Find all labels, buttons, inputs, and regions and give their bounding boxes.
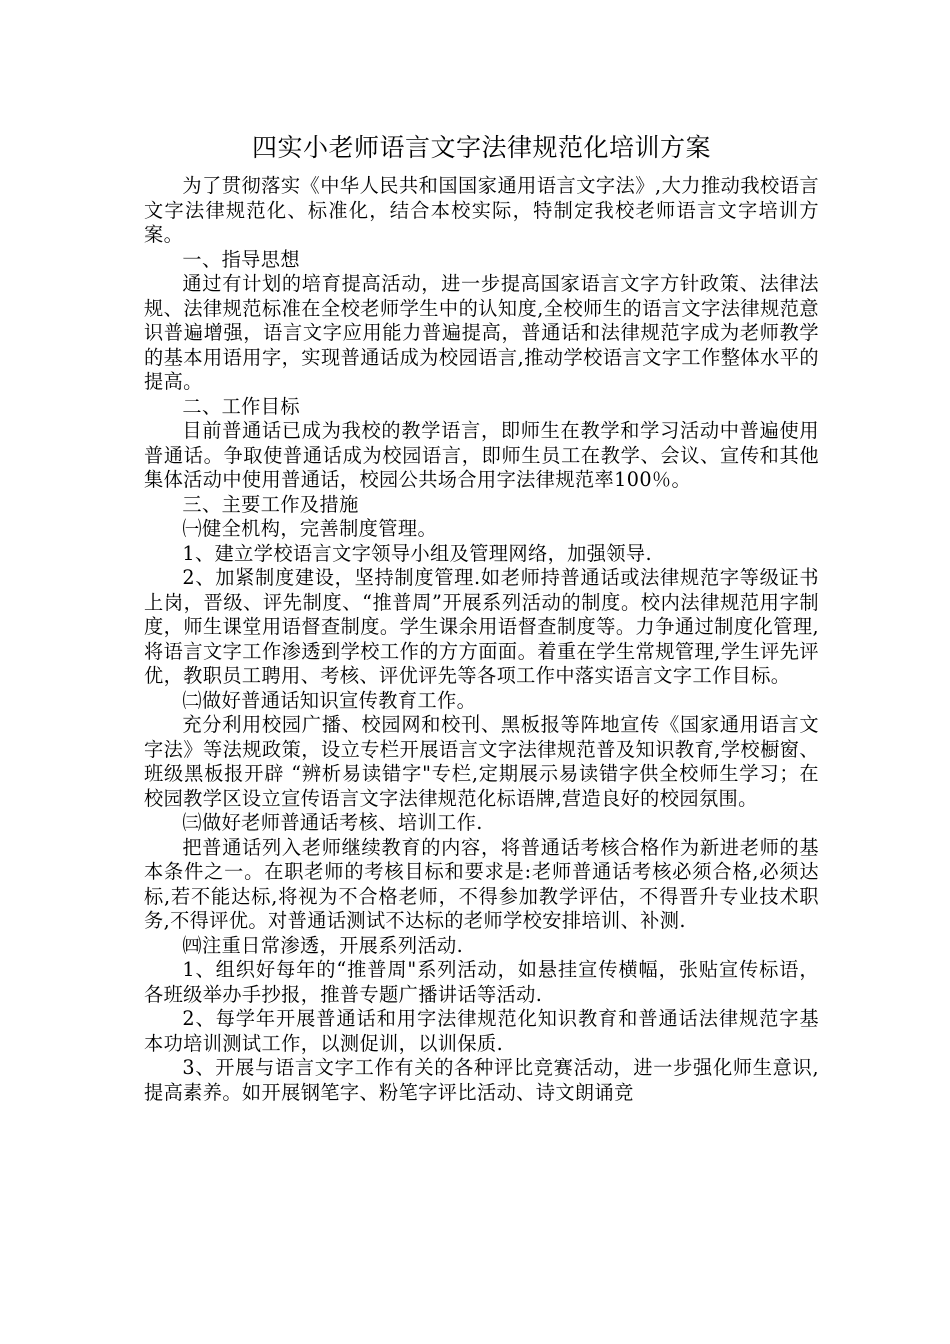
document-title: 四实小老师语言文字法律规范化培训方案	[251, 133, 711, 162]
subsection-heading-4: ㈣注重日常渗透，开展系列活动.	[182, 933, 464, 957]
guiding-ideology-paragraph: 通过有计划的培育提高活动，进一步提高国家语言文字方针政策、法律法规、法律规范标准在全校老师学生中的认知度,全校师生的语言文字法律规范意识普遍增强，语言文字应用能力普遍提高，普通话和法律规范字成为老师教学的基本用语用字，实现普通话成为校园语言,推动学校语言文字工作整体水平的提高。	[144, 272, 819, 393]
section-heading-main-measures: 三、主要工作及措施	[182, 492, 359, 516]
subsection-heading-2: ㈡做好普通话知识宣传教育工作。	[182, 688, 477, 712]
work-goals-paragraph: 目前普通话已成为我校的教学语言，即师生在教学和学习活动中普遍使用普通话。争取使普通话成为校园语言，即师生员工在教学、会议、宣传和其他集体活动中使用普通话，校园公共场合用字法律规范率100％。	[144, 419, 819, 491]
section-heading-work-goals: 二、工作目标	[182, 394, 300, 418]
activity-item-3: 3、开展与语言文字工作有关的各种评比竞赛活动，进一步强化师生意识,提高素养。如开展钢笔字、粉笔字评比活动、诗文朗诵竞	[144, 1056, 819, 1104]
publicity-paragraph: 充分利用校园广播、校园网和校刊、黑板报等阵地宣传《国家通用语言文字法》等法规政策，设立专栏开展语言文字法律规范普及知识教育,学校橱窗、班级黑板报开辟 “辨析易读错字"专栏,定期展示易读错字供全校师生学习；在校园教学区设立宣传语言文字法律规范化标语牌,营造良好的校园氛围。	[144, 713, 819, 810]
activity-item-1: 1、组织好每年的“推普周"系列活动，如悬挂宣传横幅，张贴宣传标语，各班级举办手抄报，推普专题广播讲话等活动.	[144, 958, 819, 1006]
subsection-heading-1: ㈠健全机构，完善制度管理。	[182, 517, 438, 540]
subsection-heading-3: ㈢做好老师普通话考核、培训工作.	[182, 811, 483, 834]
intro-paragraph: 为了贯彻落实《中华人民共和国国家通用语言文字法》,大力推动我校语言文字法律规范化、标准化，结合本校实际，特制定我校老师语言文字培训方案。	[144, 174, 819, 246]
assessment-paragraph: 把普通话列入老师继续教育的内容，将普通话考核合格作为新进老师的基本条件之一。在职老师的考核目标和要求是:老师普通话考核必须合格,必须达标,若不能达标,将视为不合格老师，不得参加教学评估，不得晋升专业技术职务,不得评优。对普通话测试不达标的老师学校安排培训、补测.	[144, 835, 819, 932]
measure-item-1-1: 1、建立学校语言文字领导小组及管理网络，加强领导.	[182, 541, 653, 565]
section-heading-guiding-ideology: 一、指导思想	[182, 247, 300, 271]
document-page	[144, 128, 819, 1105]
measure-item-1-2: 2、加紧制度建设，坚持制度管理.如老师持普通话或法律规范字等级证书上岗，晋级、评先制度、“推普周”开展系列活动的制度。校内法律规范用字制度，师生课堂用语督查制度。学生课余用语督查制度等。力争通过制度化管理,将语言文字工作渗透到学校工作的方方面面。着重在学生常规管理,学生评先评优，教职员工聘用、考核、评优评先等各项工作中落实语言文字工作目标。	[144, 566, 819, 687]
activity-item-2: 2、每学年开展普通话和用字法律规范化知识教育和普通话法律规范字基本功培训测试工作，以测促训，以训保质.	[144, 1007, 819, 1055]
